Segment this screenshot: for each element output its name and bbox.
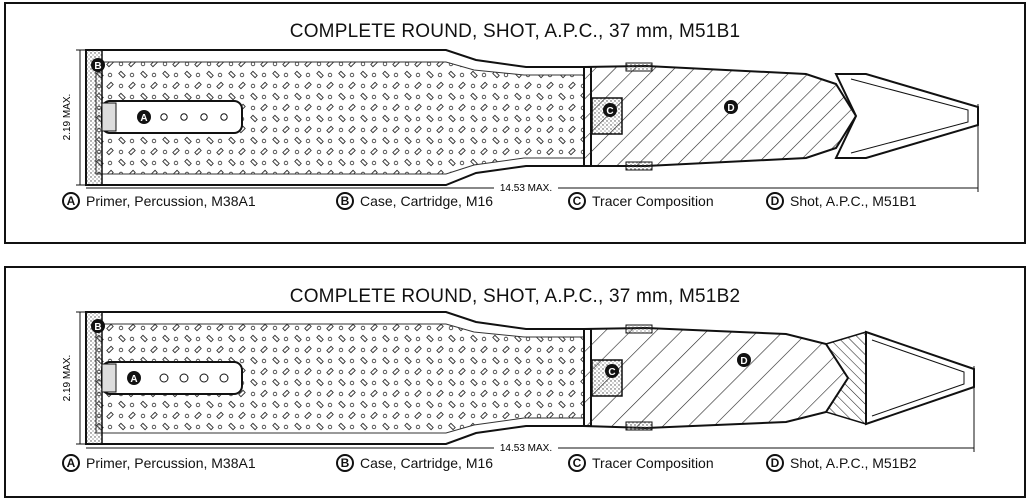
callout-c: C [608, 367, 616, 378]
legend-item-case [336, 454, 493, 472]
callout-b: B [94, 322, 102, 333]
ap-shot-body [584, 66, 856, 166]
legend-text: Tracer Composition [592, 455, 714, 471]
panel-title: COMPLETE ROUND, SHOT, A.P.C., 37 mm, M51B1 [289, 21, 741, 42]
legend-key: C [568, 454, 586, 472]
rotating-band [626, 325, 652, 333]
panel-title: COMPLETE ROUND, SHOT, A.P.C., 37 mm, M51B2 [289, 286, 741, 307]
primer [102, 362, 242, 394]
cartridge-cross-section [6, 268, 1024, 458]
legend-key: D [766, 192, 784, 210]
cartridge-cross-section [6, 4, 1024, 194]
legend-item-case [336, 192, 493, 210]
legend-key: C [568, 192, 586, 210]
dimension-diameter: 2.19 MAX. [62, 354, 73, 402]
legend-item-primer [62, 192, 256, 210]
legend-item-tracer [568, 454, 714, 472]
legend-text: Shot, A.P.C., M51B1 [790, 193, 917, 209]
legend-text: Primer, Percussion, M38A1 [86, 193, 256, 209]
dimension-length: 14.53 MAX. [499, 443, 553, 454]
legend-item-tracer [568, 192, 714, 210]
legend-item-primer [62, 454, 256, 472]
legend-text: Tracer Composition [592, 193, 714, 209]
dimension-length: 14.53 MAX. [499, 183, 553, 194]
tracer-cavity [592, 360, 622, 396]
dimension-diameter: 2.19 MAX. [62, 93, 73, 141]
diagram-panel-m51b1 [4, 2, 1026, 244]
legend-text: Shot, A.P.C., M51B2 [790, 455, 917, 471]
legend [6, 454, 1024, 480]
legend-text: Primer, Percussion, M38A1 [86, 455, 256, 471]
callout-d: D [740, 356, 748, 367]
callout-a: A [130, 374, 138, 385]
legend-key: A [62, 192, 80, 210]
legend-key: D [766, 454, 784, 472]
callout-a: A [140, 113, 148, 124]
legend-text: Case, Cartridge, M16 [360, 193, 494, 209]
rotating-band [626, 63, 652, 71]
legend-item-shot [766, 454, 917, 472]
callout-d: D [727, 103, 735, 114]
ballistic-windshield [836, 74, 978, 158]
diagram-panel-m51b2 [4, 266, 1026, 498]
legend-text: Case, Cartridge, M16 [360, 455, 494, 471]
legend-item-shot [766, 192, 917, 210]
ballistic-windshield [866, 332, 974, 424]
callout-b: B [94, 61, 102, 72]
legend [6, 192, 1024, 218]
legend-key: A [62, 454, 80, 472]
callout-c: C [606, 106, 614, 117]
legend-key: B [336, 192, 354, 210]
legend-key: B [336, 454, 354, 472]
ap-shot-body [584, 328, 848, 428]
